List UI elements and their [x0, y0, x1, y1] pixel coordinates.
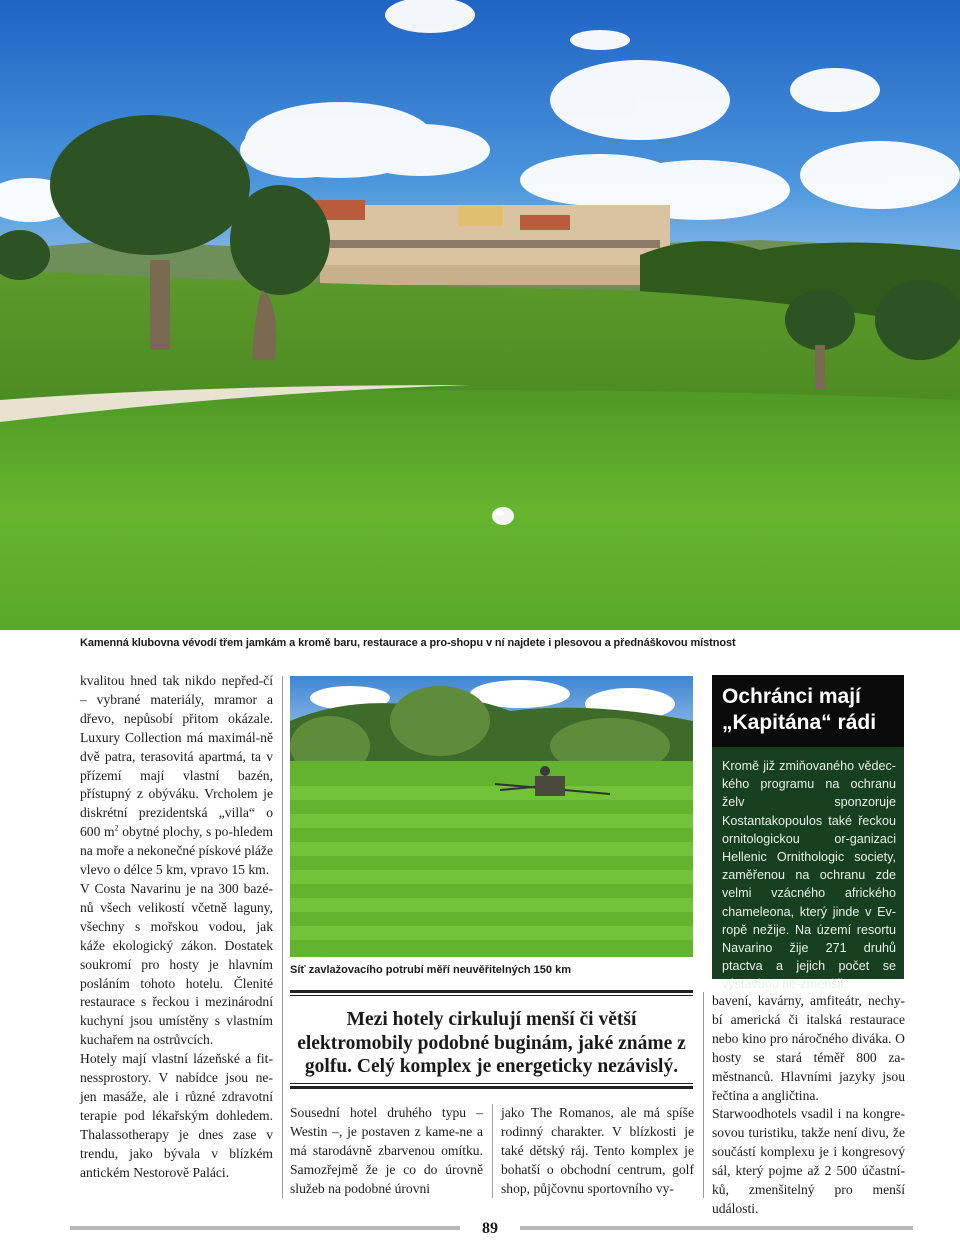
- page-number: 89: [482, 1220, 498, 1237]
- paragraph: jako The Romanos, ale má spíše rodinný charakter. V blízkosti je také dětský ráj. Tento komplex je bohatší o obchodní centrum, golf shop, půjčovnu sportovního vy-: [501, 1105, 694, 1196]
- sidebar-title: Ochránci mají „Kapitána“ rádi: [712, 675, 904, 747]
- footer-rule-left: [70, 1226, 460, 1230]
- paragraph: bavení, kavárny, amfiteátr, nechy-bí americká či italská restaurace nebo kino pro náročného diváka. O hosty se stará téměř 800 za-městnanců. Hlavními jazyky jsou řečtina a angličtina.: [712, 993, 905, 1103]
- article-column-middle-a: [290, 1104, 483, 1199]
- paragraph: V Costa Navarinu je na 300 bazé-nů všech velikostí včetně laguny, všechny s mořskou vodou, jak káže ekologický zákon. Dostatek soukromí pro hosty je hlavním posláním tohoto hotelu. Členité restaurace s řeckou i mezinárodní kuchyní jsou umístěny s vlastním kuchařem na ostrůvcích.: [80, 880, 273, 1048]
- pull-quote: Mezi hotely cirkulují menší či větší elektromobily podobné buginám, jaké známe z golfu. Celý komplex je energeticky nezávislý.: [297, 1009, 686, 1077]
- superscript: 2: [114, 823, 119, 833]
- paragraph: Hotely mají vlastní lázeňské a fit-nessprostory. V nabídce jsou ne-jen masáže, ale i různé zdravotní terapie pod lékařským dohledem. Thalassotherapy je dnes zase v trendu, jako bývala v blízkém antickém Nestorově Paláci.: [80, 1051, 273, 1180]
- paragraph: Sousední hotel druhého typu – Westin –, je postaven z kame-ne a má starodávně zbarvenou omítku. Samozřejmě že je co do úrovně služeb na podobné úrovni: [290, 1105, 483, 1196]
- column-divider: [703, 992, 704, 1198]
- paragraph: [80, 672, 273, 880]
- sidebar-text: Kromě již zmiňovaného vědec-kého programu na ochranu želv sponzoruje Kostantakopoulos také řeckou ornitologickou or-ganizaci Hellenic Ornithologic society, zaměřenou na ochranu zde velmi vzácného afrického chameleona, který jinde v Ev-ropě nežije. Na území resortu Navarino žije 271 druhů ptactva a jejich počet se výstavbou ne-zmenšil.: [722, 759, 896, 992]
- article-column-left: [80, 672, 273, 1182]
- pull-quote-rule-bottom: [290, 1083, 693, 1089]
- column-divider: [282, 676, 283, 1198]
- paragraph-text: kvalitou hned tak nikdo nepřed-čí – vybrané materiály, mramor a dřevo, nepůsobí přitom okázale. Luxury Collection má maximál-ně dvě patra, terasovitá apartmá, ta v přízemí mají vlastní bazén, přístupný z obýváku. Vrcholem je diskrétní prezidentská „villa“ o 600 m: [80, 673, 273, 840]
- photo-caption: Síť zavlažovacího potrubí měří neuvěřitelných 150 km: [290, 964, 571, 976]
- hero-caption: Kamenná klubovna vévodí třem jamkám a kromě baru, restaurace a pro-shopu v ní najdete i plesovou a přednáškovou místnost: [80, 637, 736, 649]
- irrigation-photo: [290, 676, 693, 957]
- paragraph: Starwoodhotels vsadil i na kongre-sovou turistiku, takže není divu, že součástí komplexu je i kongresový sál, který pojme až 2 500 účastní-ků, zmenšitelný pro menší události.: [712, 1106, 905, 1216]
- sidebar-box: [712, 675, 904, 992]
- pull-quote-rule-top: [290, 990, 693, 996]
- column-divider: [492, 1104, 493, 1198]
- article-column-right: [712, 992, 905, 1219]
- footer-rule-right: [520, 1226, 913, 1230]
- paragraph-text: obytné plochy, s po-hledem na moře a nekonečné pískové pláže vlevo o délce 5 km, vpravo 15 km.: [80, 824, 273, 878]
- article-column-middle-b: [501, 1104, 694, 1199]
